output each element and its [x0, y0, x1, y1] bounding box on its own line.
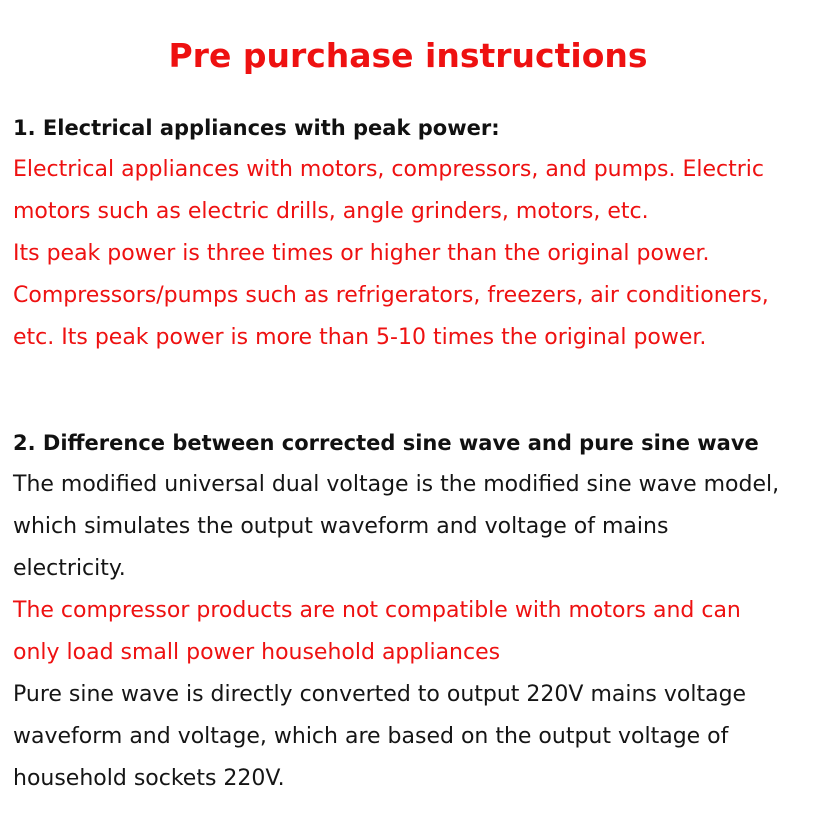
- body-line: Its peak power is three times or higher than the original power.: [13, 241, 710, 266]
- body-line: etc. Its peak power is more than 5-10 times the original power.: [13, 325, 707, 350]
- body-line: motors such as electric drills, angle grinders, motors, etc.: [13, 199, 649, 224]
- page-title: Pre purchase instructions: [168, 36, 648, 75]
- body-line: Electrical appliances with motors, compressors, and pumps. Electric: [13, 157, 764, 182]
- section-sine-wave: [13, 422, 808, 800]
- body-line: which simulates the output waveform and voltage of mains: [13, 514, 669, 539]
- section-heading: 2. Difference between corrected sine wave and pure sine wave: [13, 431, 759, 455]
- body-line: household sockets 220V.: [13, 766, 285, 791]
- section-peak-power: [13, 107, 808, 359]
- section-heading: 1. Electrical appliances with peak power:: [13, 116, 500, 140]
- warning-line: only load small power household appliances: [13, 640, 501, 665]
- body-line: waveform and voltage, which are based on the output voltage of: [13, 724, 729, 749]
- body-line: The modified universal dual voltage is the modified sine wave model,: [13, 472, 780, 497]
- warning-line: The compressor products are not compatible with motors and can: [13, 598, 741, 623]
- body-line: Compressors/pumps such as refrigerators, freezers, air conditioners,: [13, 283, 769, 308]
- body-line: electricity.: [13, 556, 126, 581]
- body-line: Pure sine wave is directly converted to output 220V mains voltage: [13, 682, 747, 707]
